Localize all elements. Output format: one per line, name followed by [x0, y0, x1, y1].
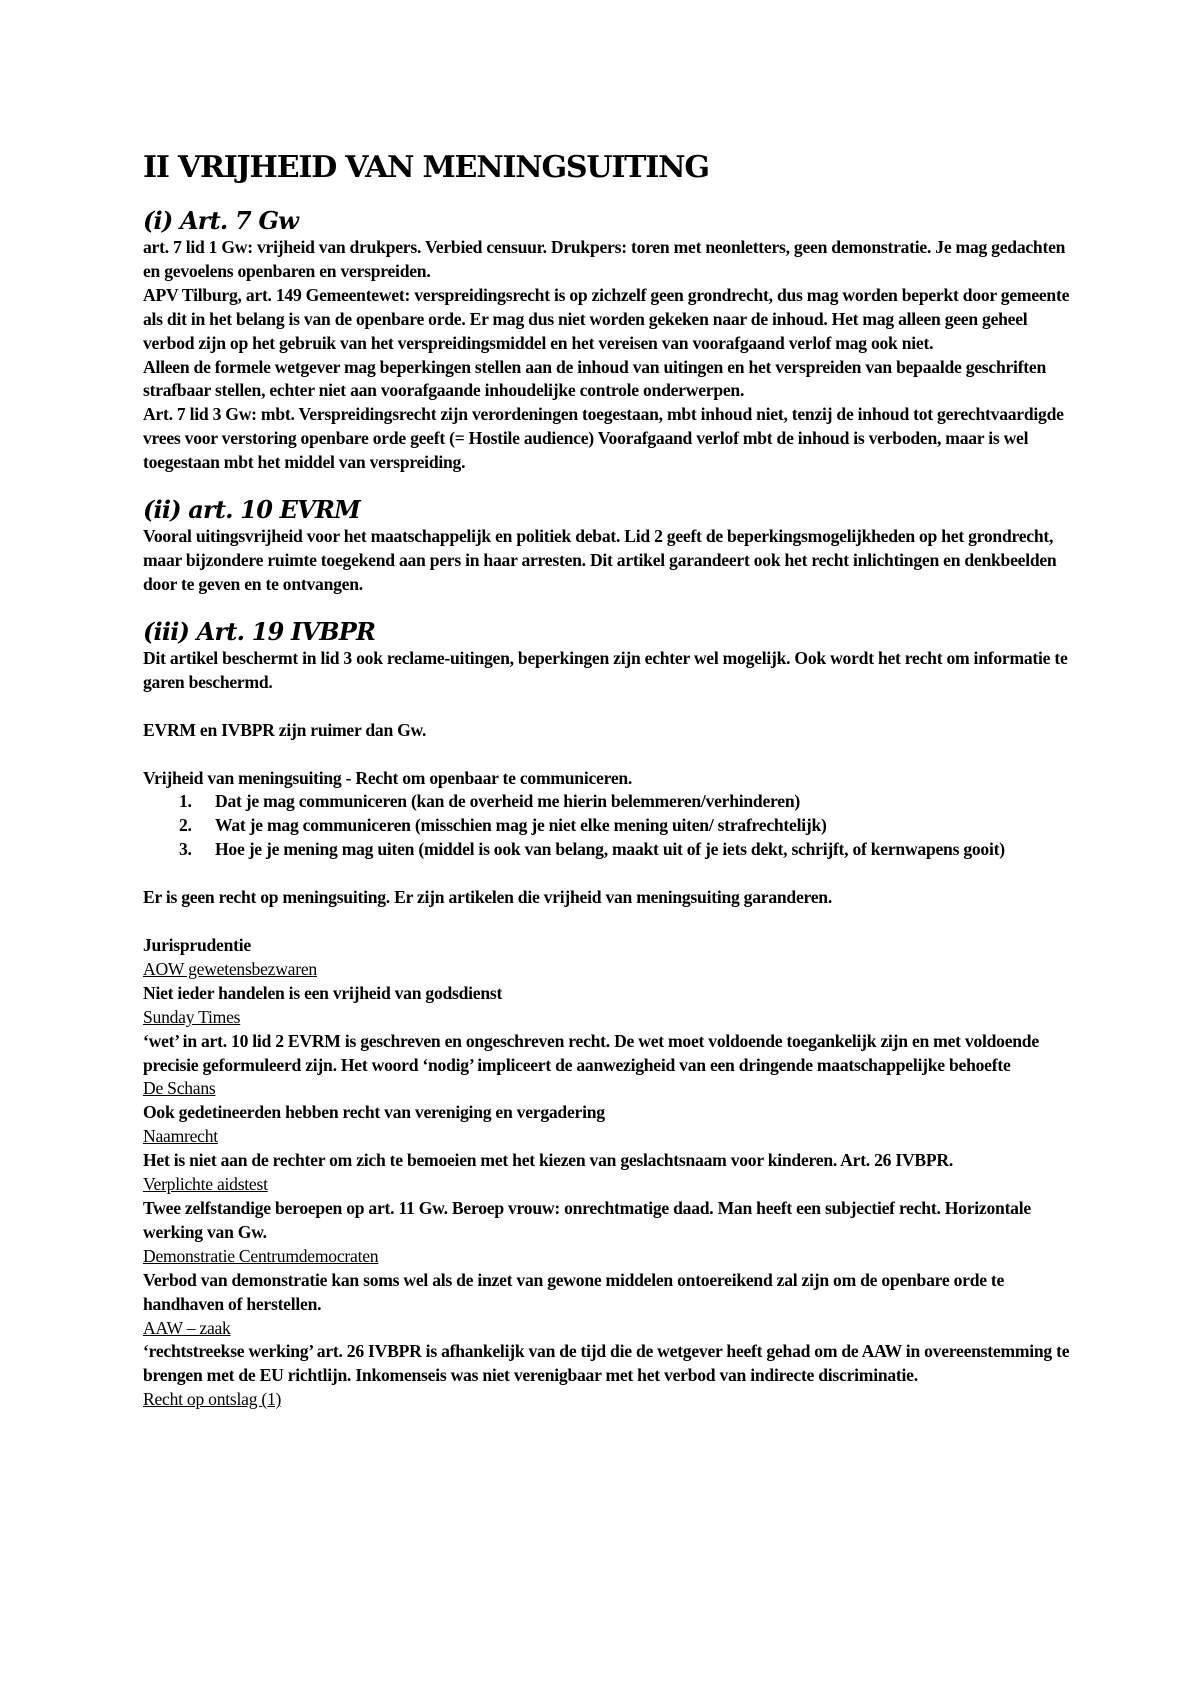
- paragraph: Dit artikel beschermt in lid 3 ook reclame-uitingen, beperkingen zijn echter wel mogelijk. Ook wordt het recht om informatie te garen beschermd.: [143, 647, 1068, 692]
- list-number: 2.: [179, 815, 192, 836]
- case-title: Demonstratie Centrumdemocraten: [143, 1245, 379, 1266]
- case-summary: Twee zelfstandige beroepen op art. 11 Gw. Beroep vrouw: onrechtmatige daad. Man heeft een subjectief recht. Horizontale werking van Gw.: [143, 1198, 1031, 1242]
- case-title: AOW gewetensbezwaren: [143, 958, 317, 979]
- case-summary: Niet ieder handelen is een vrijheid van godsdienst: [143, 982, 503, 1003]
- comparison-text: EVRM en IVBPR zijn ruimer dan Gw.: [143, 719, 427, 740]
- case-title: Sunday Times: [143, 1006, 241, 1027]
- paragraph: Art. 7 lid 3 Gw: mbt. Verspreidingsrecht zijn verordeningen toegestaan, mbt inhoud niet, tenzij de inhoud tot gerechtvaardigde vrees voor verstoring openbare orde geeft (= Hostile audience) Voorafgaand verlof mbt de inhoud is verboden, maar is wel toegestaan mbt het middel van verspreiding.: [143, 404, 1064, 473]
- list-item: [143, 838, 1073, 862]
- paragraph: art. 7 lid 1 Gw: vrijheid van drukpers. Verbied censuur. Drukpers: toren met neonletters, geen demonstratie. Je mag gedachten en gevoelens openbaren en verspreiden.: [143, 237, 1066, 281]
- section-art19-ivbpr: [143, 617, 1073, 695]
- case-summary: ‘wet’ in art. 10 lid 2 EVRM is geschreven en ongeschreven recht. De wet moet voldoende toegankelijk zijn en met voldoende precisie geformuleerd zijn. Het woord ‘nodig’ impliceert de aanwezigheid van een dringende maatschappelijke behoefte: [143, 1030, 1039, 1075]
- conclusion-text: Er is geen recht op meningsuiting. Er zijn artikelen die vrijheid van meningsuiting garanderen.: [143, 887, 832, 908]
- list-item: [143, 790, 1073, 814]
- case-summary: Ook gedetineerden hebben recht van vereniging en vergadering: [143, 1102, 605, 1123]
- document-page: [143, 148, 1073, 1412]
- paragraph: APV Tilburg, art. 149 Gemeentewet: verspreidingsrecht is op zichzelf geen grondrecht, dus mag worden beperkt door gemeente als dit in het belang is van de openbare orde. Er mag dus niet worden gekeken naar de inhoud. Het mag alleen geen geheel verbod zijn op het gebruik van het verspreidingsmiddel en het vereisen van voorafgaand verlof mag ook niet.: [143, 284, 1070, 353]
- list-item-text: Wat je mag communiceren (misschien mag je niet elke mening uiten/ strafrechtelijk): [215, 815, 827, 836]
- page-title: II VRIJHEID VAN MENINGSUITING: [143, 150, 709, 185]
- definition-text: Vrijheid van meningsuiting - Recht om openbaar te communiceren.: [143, 767, 633, 788]
- list-item-text: Dat je mag communiceren (kan de overheid me hierin belemmeren/verhinderen): [215, 791, 800, 812]
- section-art7: [143, 206, 1073, 475]
- jurisprudence-section: [143, 934, 1073, 1412]
- numbered-list: [143, 790, 1073, 862]
- list-number: 3.: [179, 839, 192, 860]
- section-heading: (ii) art. 10 EVRM: [143, 495, 360, 525]
- case-title: De Schans: [143, 1078, 216, 1099]
- section-art10-evrm: [143, 495, 1073, 597]
- case-title: AAW – zaak: [143, 1317, 231, 1338]
- list-item-text: Hoe je je mening mag uiten (middel is ook van belang, maakt uit of je iets dekt, schrijft, of kernwapens gooit): [215, 839, 1005, 860]
- section-heading: (iii) Art. 19 IVBPR: [143, 616, 376, 646]
- paragraph: Alleen de formele wetgever mag beperkingen stellen aan de inhoud van uitingen en het verspreiden van bepaalde geschriften strafbaar stellen, echter niet aan voorafgaande inhoudelijke controle onderwerpen.: [143, 356, 1047, 401]
- jurisprudence-heading: Jurisprudentie: [143, 935, 251, 956]
- case-title: Naamrecht: [143, 1126, 218, 1147]
- paragraph: Vooral uitingsvrijheid voor het maatschappelijk en politiek debat. Lid 2 geeft de beperkingsmogelijkheden op het grondrecht, maar bijzondere ruimte toegekend aan pers in haar arresten. Dit artikel garandeert ook het recht inlichtingen en denkbeelden door te geven en te ontvangen.: [143, 526, 1057, 594]
- case-summary: Het is niet aan de rechter om zich te bemoeien met het kiezen van geslachtsnaam voor kinderen. Art. 26 IVBPR.: [143, 1150, 953, 1171]
- list-number: 1.: [179, 791, 192, 812]
- section-heading: (i) Art. 7 Gw: [143, 206, 299, 235]
- case-summary: Verbod van demonstratie kan soms wel als de inzet van gewone middelen ontoereikend zal zijn om de openbare orde te handhaven of herstellen.: [143, 1269, 1005, 1314]
- case-summary: ‘rechtstreekse werking’ art. 26 IVBPR is afhankelijk van de tijd die de wetgever heeft gehad om de AAW in overeenstemming te brengen met de EU richtlijn. Inkomenseis was niet verenigbaar met het verbod van indirecte discriminatie.: [143, 1341, 1070, 1386]
- list-item: [143, 814, 1073, 838]
- case-title: Verplichte aidstest: [143, 1174, 268, 1195]
- case-title: Recht op ontslag (1): [143, 1389, 282, 1410]
